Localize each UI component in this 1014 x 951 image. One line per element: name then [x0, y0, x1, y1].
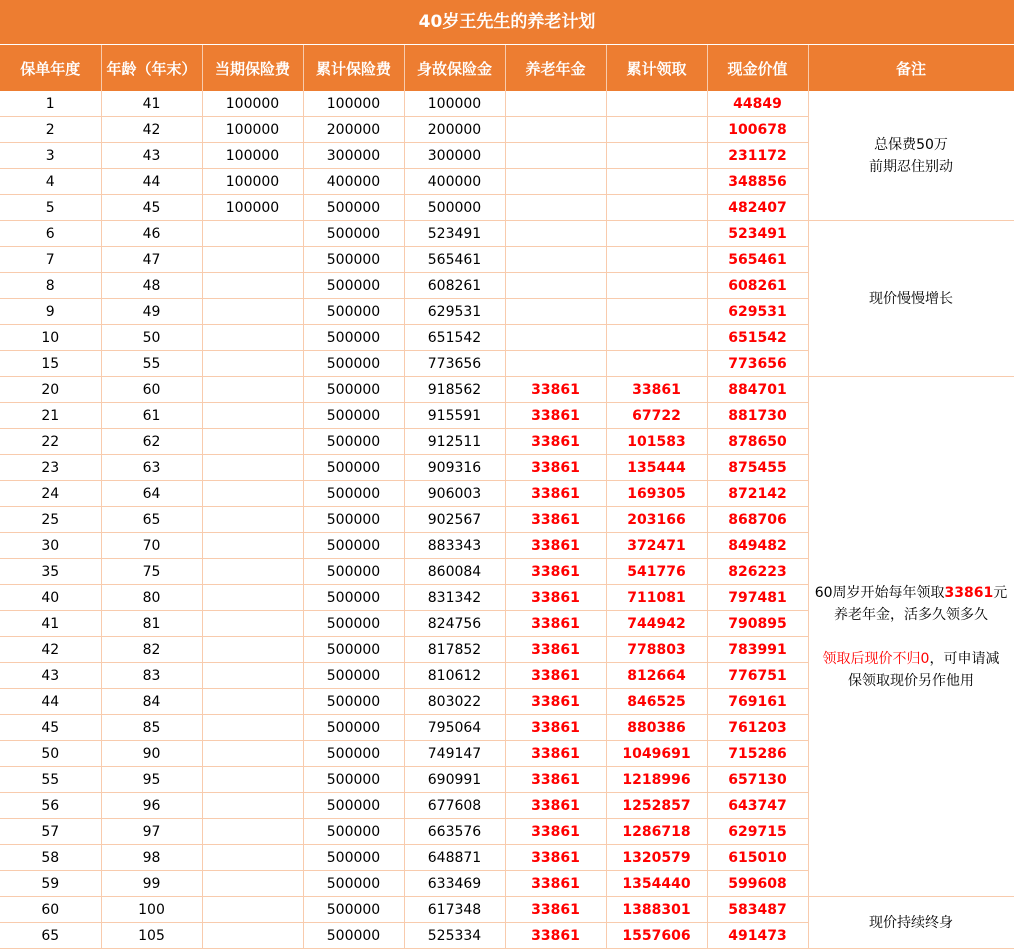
cell-annuity: 33861: [505, 611, 606, 637]
cell-current-premium: [202, 221, 303, 247]
cell-death-benefit: 565461: [404, 247, 505, 273]
cell-policy-year: 35: [0, 559, 101, 585]
note-lifelong-value: 现价持续终身: [869, 914, 953, 931]
cell-age: 96: [101, 793, 202, 819]
cell-cumulative-premium: 500000: [303, 403, 404, 429]
cell-cumulative-claimed: 1388301: [606, 897, 707, 923]
cell-cumulative-claimed: [606, 91, 707, 117]
cell-current-premium: [202, 663, 303, 689]
cell-death-benefit: 300000: [404, 143, 505, 169]
cell-death-benefit: 902567: [404, 507, 505, 533]
remark-early-years: [808, 91, 1014, 221]
cell-annuity: 33861: [505, 741, 606, 767]
cell-current-premium: 100000: [202, 169, 303, 195]
cell-cumulative-claimed: 744942: [606, 611, 707, 637]
header-cumulative-claimed: 累计领取: [606, 45, 707, 91]
cell-death-benefit: 690991: [404, 767, 505, 793]
cell-current-premium: [202, 533, 303, 559]
cell-annuity: 33861: [505, 377, 606, 403]
cell-age: 60: [101, 377, 202, 403]
note-cash-value-retained: [809, 648, 1014, 670]
cell-cumulative-premium: 500000: [303, 377, 404, 403]
cell-cash-value: 875455: [707, 455, 808, 481]
cell-death-benefit: 817852: [404, 637, 505, 663]
cell-cumulative-claimed: [606, 299, 707, 325]
cell-policy-year: 5: [0, 195, 101, 221]
cell-annuity: [505, 325, 606, 351]
cell-cumulative-claimed: 1252857: [606, 793, 707, 819]
cell-cumulative-premium: 500000: [303, 715, 404, 741]
cell-current-premium: [202, 741, 303, 767]
cell-cumulative-claimed: [606, 143, 707, 169]
cell-age: 100: [101, 897, 202, 923]
cell-cash-value: 348856: [707, 169, 808, 195]
cell-cumulative-claimed: 812664: [606, 663, 707, 689]
cell-current-premium: [202, 481, 303, 507]
cell-cumulative-claimed: 1286718: [606, 819, 707, 845]
cell-policy-year: 20: [0, 377, 101, 403]
cell-current-premium: [202, 403, 303, 429]
cell-policy-year: 1: [0, 91, 101, 117]
cell-policy-year: 59: [0, 871, 101, 897]
cell-cash-value: 583487: [707, 897, 808, 923]
cell-policy-year: 43: [0, 663, 101, 689]
cell-policy-year: 15: [0, 351, 101, 377]
cell-cumulative-claimed: 169305: [606, 481, 707, 507]
cell-death-benefit: 915591: [404, 403, 505, 429]
cell-annuity: [505, 117, 606, 143]
cell-age: 62: [101, 429, 202, 455]
cell-cumulative-claimed: [606, 273, 707, 299]
cell-annuity: [505, 299, 606, 325]
cell-policy-year: 3: [0, 143, 101, 169]
cell-age: 45: [101, 195, 202, 221]
cell-death-benefit: 617348: [404, 897, 505, 923]
cell-cumulative-claimed: [606, 169, 707, 195]
cell-annuity: 33861: [505, 793, 606, 819]
cell-cash-value: 657130: [707, 767, 808, 793]
cell-annuity: [505, 91, 606, 117]
cell-cumulative-premium: 500000: [303, 585, 404, 611]
table-row: [0, 221, 1014, 247]
cell-age: 65: [101, 507, 202, 533]
cell-cash-value: 878650: [707, 429, 808, 455]
cell-annuity: 33861: [505, 481, 606, 507]
note-cash-value-warning: 领取后现价不归0: [822, 650, 930, 667]
cell-cumulative-claimed: 33861: [606, 377, 707, 403]
header-cumulative-premium: 累计保险费: [303, 45, 404, 91]
cell-age: 105: [101, 923, 202, 949]
header-current-premium: 当期保险费: [202, 45, 303, 91]
cell-annuity: [505, 143, 606, 169]
cell-policy-year: 55: [0, 767, 101, 793]
header-death-benefit: 身故保险金: [404, 45, 505, 91]
cell-current-premium: [202, 715, 303, 741]
cell-cash-value: 599608: [707, 871, 808, 897]
cell-policy-year: 8: [0, 273, 101, 299]
cell-annuity: 33861: [505, 637, 606, 663]
cell-annuity: 33861: [505, 533, 606, 559]
header-age: 年龄（年末）: [101, 45, 202, 91]
cell-cumulative-premium: 500000: [303, 351, 404, 377]
cell-cumulative-premium: 500000: [303, 507, 404, 533]
cell-current-premium: [202, 793, 303, 819]
cell-cumulative-premium: 500000: [303, 871, 404, 897]
note-annuity-start: [809, 582, 1014, 604]
cell-death-benefit: 663576: [404, 819, 505, 845]
cell-age: 64: [101, 481, 202, 507]
cell-age: 95: [101, 767, 202, 793]
cell-age: 70: [101, 533, 202, 559]
cell-current-premium: [202, 897, 303, 923]
cell-policy-year: 44: [0, 689, 101, 715]
cell-annuity: 33861: [505, 923, 606, 949]
cell-current-premium: 100000: [202, 91, 303, 117]
cell-death-benefit: 749147: [404, 741, 505, 767]
cell-cash-value: 868706: [707, 507, 808, 533]
cell-death-benefit: 400000: [404, 169, 505, 195]
cell-policy-year: 65: [0, 923, 101, 949]
cell-cash-value: 615010: [707, 845, 808, 871]
cell-cumulative-claimed: 1049691: [606, 741, 707, 767]
cell-cumulative-claimed: 541776: [606, 559, 707, 585]
cell-cash-value: 826223: [707, 559, 808, 585]
cell-current-premium: 100000: [202, 117, 303, 143]
cell-annuity: [505, 273, 606, 299]
remark-growth: [808, 221, 1014, 377]
cell-cumulative-premium: 400000: [303, 169, 404, 195]
cell-cumulative-premium: 500000: [303, 689, 404, 715]
cell-cumulative-premium: 500000: [303, 923, 404, 949]
cell-policy-year: 40: [0, 585, 101, 611]
cell-annuity: 33861: [505, 897, 606, 923]
cell-annuity: [505, 169, 606, 195]
table-row: [0, 91, 1014, 117]
cell-policy-year: 6: [0, 221, 101, 247]
cell-age: 85: [101, 715, 202, 741]
cell-current-premium: [202, 845, 303, 871]
table-row: [0, 897, 1014, 923]
cell-cash-value: 790895: [707, 611, 808, 637]
cell-age: 98: [101, 845, 202, 871]
cell-cash-value: 100678: [707, 117, 808, 143]
cell-age: 99: [101, 871, 202, 897]
cell-cash-value: 565461: [707, 247, 808, 273]
cell-annuity: [505, 195, 606, 221]
cell-death-benefit: 651542: [404, 325, 505, 351]
cell-policy-year: 56: [0, 793, 101, 819]
note-hold-early: 前期忍住别动: [869, 158, 953, 175]
cell-current-premium: [202, 377, 303, 403]
cell-cumulative-premium: 200000: [303, 117, 404, 143]
cell-cash-value: 715286: [707, 741, 808, 767]
cell-cumulative-premium: 500000: [303, 195, 404, 221]
cell-death-benefit: 909316: [404, 455, 505, 481]
pension-plan-table: [0, 45, 1014, 949]
cell-current-premium: [202, 455, 303, 481]
cell-cumulative-premium: 300000: [303, 143, 404, 169]
cell-cash-value: 797481: [707, 585, 808, 611]
cell-annuity: 33861: [505, 845, 606, 871]
cell-age: 82: [101, 637, 202, 663]
cell-policy-year: 45: [0, 715, 101, 741]
cell-policy-year: 24: [0, 481, 101, 507]
cell-age: 80: [101, 585, 202, 611]
note-annuity-start-text: 60周岁开始每年领取: [814, 584, 945, 601]
cell-age: 55: [101, 351, 202, 377]
cell-cash-value: 629531: [707, 299, 808, 325]
cell-age: 44: [101, 169, 202, 195]
cell-cash-value: 643747: [707, 793, 808, 819]
header-policy-year: 保单年度: [0, 45, 101, 91]
note-annuity-amount: 33861: [944, 584, 994, 601]
cell-current-premium: 100000: [202, 143, 303, 169]
cell-current-premium: [202, 507, 303, 533]
cell-annuity: [505, 351, 606, 377]
cell-cash-value: 761203: [707, 715, 808, 741]
cell-cash-value: 783991: [707, 637, 808, 663]
cell-policy-year: 9: [0, 299, 101, 325]
cell-death-benefit: 912511: [404, 429, 505, 455]
header-remarks: 备注: [808, 45, 1014, 91]
cell-current-premium: [202, 559, 303, 585]
cell-annuity: 33861: [505, 429, 606, 455]
cell-cumulative-premium: 500000: [303, 273, 404, 299]
cell-death-benefit: 883343: [404, 533, 505, 559]
cell-cumulative-premium: 500000: [303, 221, 404, 247]
cell-cash-value: 776751: [707, 663, 808, 689]
cell-current-premium: [202, 637, 303, 663]
cell-current-premium: [202, 923, 303, 949]
cell-policy-year: 60: [0, 897, 101, 923]
cell-death-benefit: 500000: [404, 195, 505, 221]
cell-cash-value: 769161: [707, 689, 808, 715]
cell-cumulative-premium: 500000: [303, 455, 404, 481]
cell-cash-value: 491473: [707, 923, 808, 949]
cell-age: 50: [101, 325, 202, 351]
cell-age: 83: [101, 663, 202, 689]
cell-cumulative-premium: 500000: [303, 533, 404, 559]
cell-age: 90: [101, 741, 202, 767]
cell-current-premium: [202, 351, 303, 377]
cell-cumulative-claimed: [606, 247, 707, 273]
cell-cumulative-claimed: [606, 221, 707, 247]
cell-age: 81: [101, 611, 202, 637]
cell-death-benefit: 860084: [404, 559, 505, 585]
cell-cash-value: 629715: [707, 819, 808, 845]
cell-current-premium: [202, 871, 303, 897]
cell-cumulative-claimed: 711081: [606, 585, 707, 611]
cell-cash-value: 773656: [707, 351, 808, 377]
cell-policy-year: 23: [0, 455, 101, 481]
cell-death-benefit: 773656: [404, 351, 505, 377]
cell-cumulative-claimed: 101583: [606, 429, 707, 455]
cell-current-premium: [202, 767, 303, 793]
cell-cumulative-premium: 500000: [303, 325, 404, 351]
cell-cash-value: 849482: [707, 533, 808, 559]
cell-cumulative-premium: 500000: [303, 429, 404, 455]
cell-policy-year: 2: [0, 117, 101, 143]
cell-age: 43: [101, 143, 202, 169]
cell-cumulative-claimed: [606, 325, 707, 351]
cell-age: 75: [101, 559, 202, 585]
cell-cumulative-claimed: 372471: [606, 533, 707, 559]
cell-policy-year: 22: [0, 429, 101, 455]
cell-cumulative-claimed: 846525: [606, 689, 707, 715]
cell-annuity: 33861: [505, 871, 606, 897]
cell-policy-year: 41: [0, 611, 101, 637]
cell-death-benefit: 803022: [404, 689, 505, 715]
header-cash-value: 现金价值: [707, 45, 808, 91]
cell-cash-value: 231172: [707, 143, 808, 169]
cell-age: 42: [101, 117, 202, 143]
cell-cash-value: 872142: [707, 481, 808, 507]
cell-cumulative-premium: 500000: [303, 247, 404, 273]
cell-policy-year: 30: [0, 533, 101, 559]
cell-annuity: 33861: [505, 403, 606, 429]
cell-age: 97: [101, 819, 202, 845]
cell-death-benefit: 824756: [404, 611, 505, 637]
cell-cumulative-claimed: [606, 351, 707, 377]
cell-cumulative-premium: 500000: [303, 793, 404, 819]
cell-cumulative-premium: 500000: [303, 819, 404, 845]
cell-death-benefit: 831342: [404, 585, 505, 611]
cell-cumulative-claimed: 778803: [606, 637, 707, 663]
cell-current-premium: [202, 273, 303, 299]
cell-cumulative-premium: 500000: [303, 481, 404, 507]
cell-annuity: 33861: [505, 819, 606, 845]
cell-annuity: 33861: [505, 585, 606, 611]
cell-cumulative-premium: 500000: [303, 663, 404, 689]
cell-age: 46: [101, 221, 202, 247]
remark-lifelong: [808, 897, 1014, 949]
remark-annuity: [808, 377, 1014, 897]
cell-current-premium: [202, 429, 303, 455]
cell-current-premium: [202, 299, 303, 325]
cell-cumulative-premium: 500000: [303, 559, 404, 585]
cell-policy-year: 57: [0, 819, 101, 845]
cell-cumulative-claimed: 880386: [606, 715, 707, 741]
cell-cumulative-claimed: 1354440: [606, 871, 707, 897]
cell-death-benefit: 633469: [404, 871, 505, 897]
cell-cash-value: 482407: [707, 195, 808, 221]
cell-age: 41: [101, 91, 202, 117]
cell-cumulative-premium: 500000: [303, 845, 404, 871]
cell-cumulative-claimed: 1218996: [606, 767, 707, 793]
cell-policy-year: 4: [0, 169, 101, 195]
cell-death-benefit: 810612: [404, 663, 505, 689]
cell-policy-year: 21: [0, 403, 101, 429]
cell-cumulative-claimed: [606, 195, 707, 221]
cell-death-benefit: 100000: [404, 91, 505, 117]
cell-policy-year: 50: [0, 741, 101, 767]
cell-policy-year: 42: [0, 637, 101, 663]
cell-annuity: 33861: [505, 767, 606, 793]
cell-cumulative-claimed: 1320579: [606, 845, 707, 871]
cell-cumulative-premium: 500000: [303, 741, 404, 767]
cell-death-benefit: 648871: [404, 845, 505, 871]
cell-current-premium: [202, 247, 303, 273]
cell-age: 49: [101, 299, 202, 325]
cell-annuity: 33861: [505, 715, 606, 741]
cell-current-premium: [202, 689, 303, 715]
cell-cumulative-premium: 500000: [303, 299, 404, 325]
cell-death-benefit: 525334: [404, 923, 505, 949]
cell-current-premium: [202, 325, 303, 351]
cell-cumulative-premium: 500000: [303, 897, 404, 923]
cell-current-premium: [202, 819, 303, 845]
cell-cash-value: 884701: [707, 377, 808, 403]
cell-age: 63: [101, 455, 202, 481]
cell-cumulative-claimed: 67722: [606, 403, 707, 429]
header-row: [0, 45, 1014, 91]
cell-cumulative-claimed: 135444: [606, 455, 707, 481]
note-lifetime-annuity: 养老年金，活多久领多久: [834, 606, 988, 623]
cell-cash-value: 523491: [707, 221, 808, 247]
cell-annuity: 33861: [505, 559, 606, 585]
note-annuity-unit: 元: [993, 584, 1008, 601]
cell-death-benefit: 906003: [404, 481, 505, 507]
cell-cash-value: 608261: [707, 273, 808, 299]
table-row: [0, 377, 1014, 403]
cell-cumulative-premium: 500000: [303, 611, 404, 637]
cell-death-benefit: 608261: [404, 273, 505, 299]
cell-annuity: [505, 247, 606, 273]
cell-annuity: [505, 221, 606, 247]
cell-cash-value: 44849: [707, 91, 808, 117]
cell-policy-year: 10: [0, 325, 101, 351]
cell-cash-value: 881730: [707, 403, 808, 429]
header-annuity: 养老年金: [505, 45, 606, 91]
cell-age: 48: [101, 273, 202, 299]
cell-annuity: 33861: [505, 507, 606, 533]
page-title: 40岁王先生的养老计划: [0, 0, 1014, 45]
cell-age: 47: [101, 247, 202, 273]
cell-cumulative-claimed: 1557606: [606, 923, 707, 949]
cell-current-premium: [202, 585, 303, 611]
cell-cash-value: 651542: [707, 325, 808, 351]
cell-death-benefit: 918562: [404, 377, 505, 403]
cell-death-benefit: 200000: [404, 117, 505, 143]
cell-annuity: 33861: [505, 663, 606, 689]
cell-death-benefit: 677608: [404, 793, 505, 819]
cell-policy-year: 25: [0, 507, 101, 533]
cell-annuity: 33861: [505, 689, 606, 715]
cell-cumulative-claimed: 203166: [606, 507, 707, 533]
cell-death-benefit: 523491: [404, 221, 505, 247]
cell-cumulative-premium: 100000: [303, 91, 404, 117]
cell-age: 61: [101, 403, 202, 429]
note-other-use: 保领取现价另作他用: [848, 672, 974, 689]
cell-death-benefit: 795064: [404, 715, 505, 741]
cell-current-premium: [202, 611, 303, 637]
cell-cumulative-premium: 500000: [303, 637, 404, 663]
note-total-premium: 总保费50万: [874, 136, 948, 153]
cell-cumulative-premium: 500000: [303, 767, 404, 793]
cell-policy-year: 58: [0, 845, 101, 871]
note-reduce-coverage: ，可申请减: [929, 650, 1000, 667]
cell-cumulative-claimed: [606, 117, 707, 143]
cell-current-premium: 100000: [202, 195, 303, 221]
cell-age: 84: [101, 689, 202, 715]
cell-annuity: 33861: [505, 455, 606, 481]
cell-death-benefit: 629531: [404, 299, 505, 325]
cell-policy-year: 7: [0, 247, 101, 273]
note-cash-value-growth: 现价慢慢增长: [869, 290, 953, 307]
